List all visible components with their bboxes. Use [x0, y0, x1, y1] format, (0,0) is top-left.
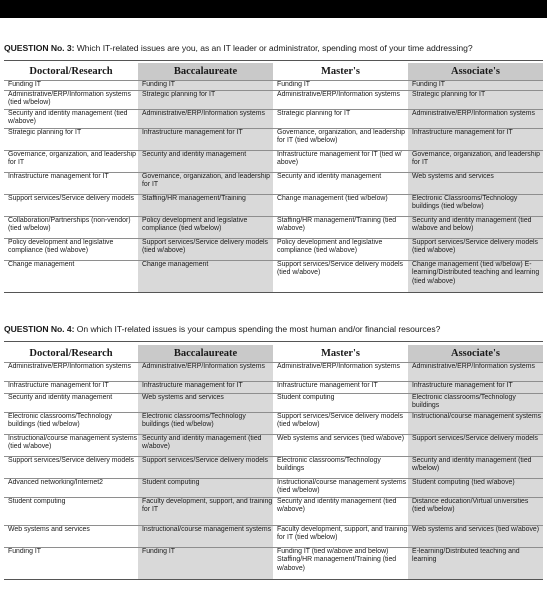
table-cell: Faculty development, support, and training for IT — [138, 498, 273, 526]
q4-header-row — [4, 345, 543, 363]
table-cell: Change management (tied w/below) — [273, 195, 408, 217]
table-cell: Advanced networking/Internet2 — [4, 479, 138, 498]
table-row — [4, 195, 543, 217]
table-cell: Change management (tied w/below) E-learning/Distributed teaching and learning (tied w/above) — [408, 261, 543, 293]
col-header-associates: Associate's — [408, 345, 543, 363]
table-cell: Infrastructure management for IT — [138, 382, 273, 394]
table-cell: Funding IT — [4, 548, 138, 580]
table-row — [4, 394, 543, 413]
table-cell: Instructional/course management systems (tied w/above) — [4, 435, 138, 457]
table-cell: Faculty development, support, and training for IT (tied w/below) — [273, 526, 408, 548]
table-cell: Governance, organization, and leadership for IT (tied w/below) — [273, 129, 408, 151]
table-cell: Strategic planning for IT — [138, 91, 273, 110]
table-cell: Policy development and legislative compliance (tied w/above) — [4, 239, 138, 261]
table-cell: Funding IT (tied w/above and below) Staffing/HR management/Training (tied w/above) — [273, 548, 408, 580]
table-cell: Security and identity management — [4, 394, 138, 413]
table-cell: Administrative/ERP/Information systems (tied w/below) — [4, 91, 138, 110]
q3-top-rule — [4, 60, 543, 61]
table-cell: Support services/Service delivery models (tied w/above) — [273, 261, 408, 293]
table-cell: Staffing/HR management/Training — [138, 195, 273, 217]
table-cell: Web systems and services (tied w/above) — [273, 435, 408, 457]
table-cell: Administrative/ERP/Information systems — [408, 363, 543, 382]
table-cell: Electronic classrooms/Technology buildings — [273, 457, 408, 479]
table-cell: Web systems and services — [408, 173, 543, 195]
header-bar — [0, 0, 547, 18]
table-cell: Web systems and services — [4, 526, 138, 548]
table-row — [4, 548, 543, 580]
table-cell: Distance education/Virtual universities (tied w/below) — [408, 498, 543, 526]
table-row — [4, 413, 543, 435]
table-row — [4, 526, 543, 548]
table-cell: Instructional/course management systems — [408, 413, 543, 435]
table-cell: Web systems and services (tied w/above) — [408, 526, 543, 548]
table-row — [4, 457, 543, 479]
table-cell: Change management — [4, 261, 138, 293]
table-cell: Funding IT — [138, 81, 273, 91]
q3-header-row — [4, 63, 543, 81]
table-cell: Security and identity management (tied w/above) — [4, 110, 138, 129]
table-cell: Security and identity management (tied w/above and below) — [408, 217, 543, 239]
table-cell: Support services/Service delivery models (tied w/above) — [138, 239, 273, 261]
table-row — [4, 81, 543, 91]
table-row — [4, 363, 543, 382]
table-cell: Infrastructure management for IT — [273, 382, 408, 394]
table-row — [4, 479, 543, 498]
table-cell: Administrative/ERP/Information systems — [273, 363, 408, 382]
table-cell: Web systems and services — [138, 394, 273, 413]
table-cell: Support services/Service delivery models — [408, 435, 543, 457]
table-row — [4, 261, 543, 293]
table-cell: Policy development and legislative compliance (tied w/above) — [273, 239, 408, 261]
q4-top-rule — [4, 341, 543, 342]
table-row — [4, 498, 543, 526]
table-cell: Electronic classrooms/Technology buildings (tied w/below) — [138, 413, 273, 435]
table-cell: Administrative/ERP/Information systems — [4, 363, 138, 382]
table-cell: Administrative/ERP/Information systems — [138, 363, 273, 382]
table-cell: Security and identity management (tied w/above) — [273, 498, 408, 526]
col-header-baccalaureate: Baccalaureate — [138, 345, 273, 363]
table-cell: Student computing — [273, 394, 408, 413]
col-header-doctoral: Doctoral/Research — [29, 347, 113, 359]
table-cell: Change management — [138, 261, 273, 293]
table-row — [4, 110, 543, 129]
table-cell: Funding IT — [4, 81, 138, 91]
table-row — [4, 91, 543, 110]
table-cell: Collaboration/Partnerships (non-vendor) (tied w/below) — [4, 217, 138, 239]
table-cell: Funding IT — [273, 81, 408, 91]
q3-table — [4, 63, 543, 293]
table-cell: Infrastructure management for IT (tied w/ above) — [273, 151, 408, 173]
col-header-associates: Associate's — [408, 63, 543, 81]
table-cell: Instructional/course management systems — [138, 526, 273, 548]
table-cell: Governance, organization, and leadership for IT — [4, 151, 138, 173]
q4-title — [4, 323, 544, 335]
table-row — [4, 217, 543, 239]
table-cell: Infrastructure management for IT — [408, 129, 543, 151]
table-cell: Funding IT — [138, 548, 273, 580]
q4-label: QUESTION No. 4: — [4, 324, 75, 334]
table-cell: Support services/Service delivery models — [4, 457, 138, 479]
table-cell: Infrastructure management for IT — [408, 382, 543, 394]
table-cell: Student computing — [138, 479, 273, 498]
table-cell: Policy development and legislative compliance (tied w/below) — [138, 217, 273, 239]
table-cell: Security and identity management — [138, 151, 273, 173]
table-cell: Staffing/HR management/Training (tied w/above) — [273, 217, 408, 239]
table-cell: Infrastructure management for IT — [138, 129, 273, 151]
table-cell: Support services/Service delivery models (tied w/above) — [408, 239, 543, 261]
col-header-masters: Master's — [320, 347, 361, 359]
table-cell: Security and identity management (tied w/above) — [138, 435, 273, 457]
table-cell: Support services/Service delivery models — [138, 457, 273, 479]
table-row — [4, 239, 543, 261]
q3-text: Which IT-related issues are you, as an IT leader or administrator, spending most of your time addressing? — [74, 43, 473, 53]
col-header-masters: Master's — [320, 65, 361, 77]
table-cell: Infrastructure management for IT — [4, 382, 138, 394]
table-cell: Infrastructure management for IT — [4, 173, 138, 195]
table-cell: Strategic planning for IT — [408, 91, 543, 110]
table-cell: Security and identity management (tied w/below) — [408, 457, 543, 479]
table-cell: Administrative/ERP/Information systems — [408, 110, 543, 129]
table-cell: Support services/Service delivery models (tied w/below) — [273, 413, 408, 435]
table-row — [4, 151, 543, 173]
table-cell: Strategic planning for IT — [273, 110, 408, 129]
q4-table — [4, 345, 543, 580]
table-cell: Instructional/course management systems (tied w/below) — [273, 479, 408, 498]
table-row — [4, 129, 543, 151]
table-cell: Support services/Service delivery models — [4, 195, 138, 217]
col-header-doctoral: Doctoral/Research — [29, 65, 113, 77]
q3-title — [4, 42, 544, 54]
table-cell: Funding IT — [408, 81, 543, 91]
table-cell: Strategic planning for IT — [4, 129, 138, 151]
table-row — [4, 382, 543, 394]
table-cell: Student computing — [4, 498, 138, 526]
col-header-baccalaureate: Baccalaureate — [138, 63, 273, 81]
q4-text: On which IT-related issues is your campus spending the most human and/or financial resources? — [74, 324, 441, 334]
table-cell: Electronic classrooms/Technology buildings — [408, 394, 543, 413]
table-cell: Student computing (tied w/above) — [408, 479, 543, 498]
table-cell: Administrative/ERP/Information systems — [138, 110, 273, 129]
table-cell: Administrative/ERP/Information systems — [273, 91, 408, 110]
table-cell: Electronic classrooms/Technology buildings (tied w/below) — [4, 413, 138, 435]
q3-label: QUESTION No. 3: — [4, 43, 75, 53]
table-cell: E-learning/Distributed teaching and learning — [408, 548, 543, 580]
table-cell: Electronic Classrooms/Technology buildings (tied w/below) — [408, 195, 543, 217]
table-cell: Security and identity management — [273, 173, 408, 195]
table-row — [4, 173, 543, 195]
table-cell: Governance, organization, and leadership for IT — [408, 151, 543, 173]
table-row — [4, 435, 543, 457]
table-cell: Governance, organization, and leadership for IT — [138, 173, 273, 195]
